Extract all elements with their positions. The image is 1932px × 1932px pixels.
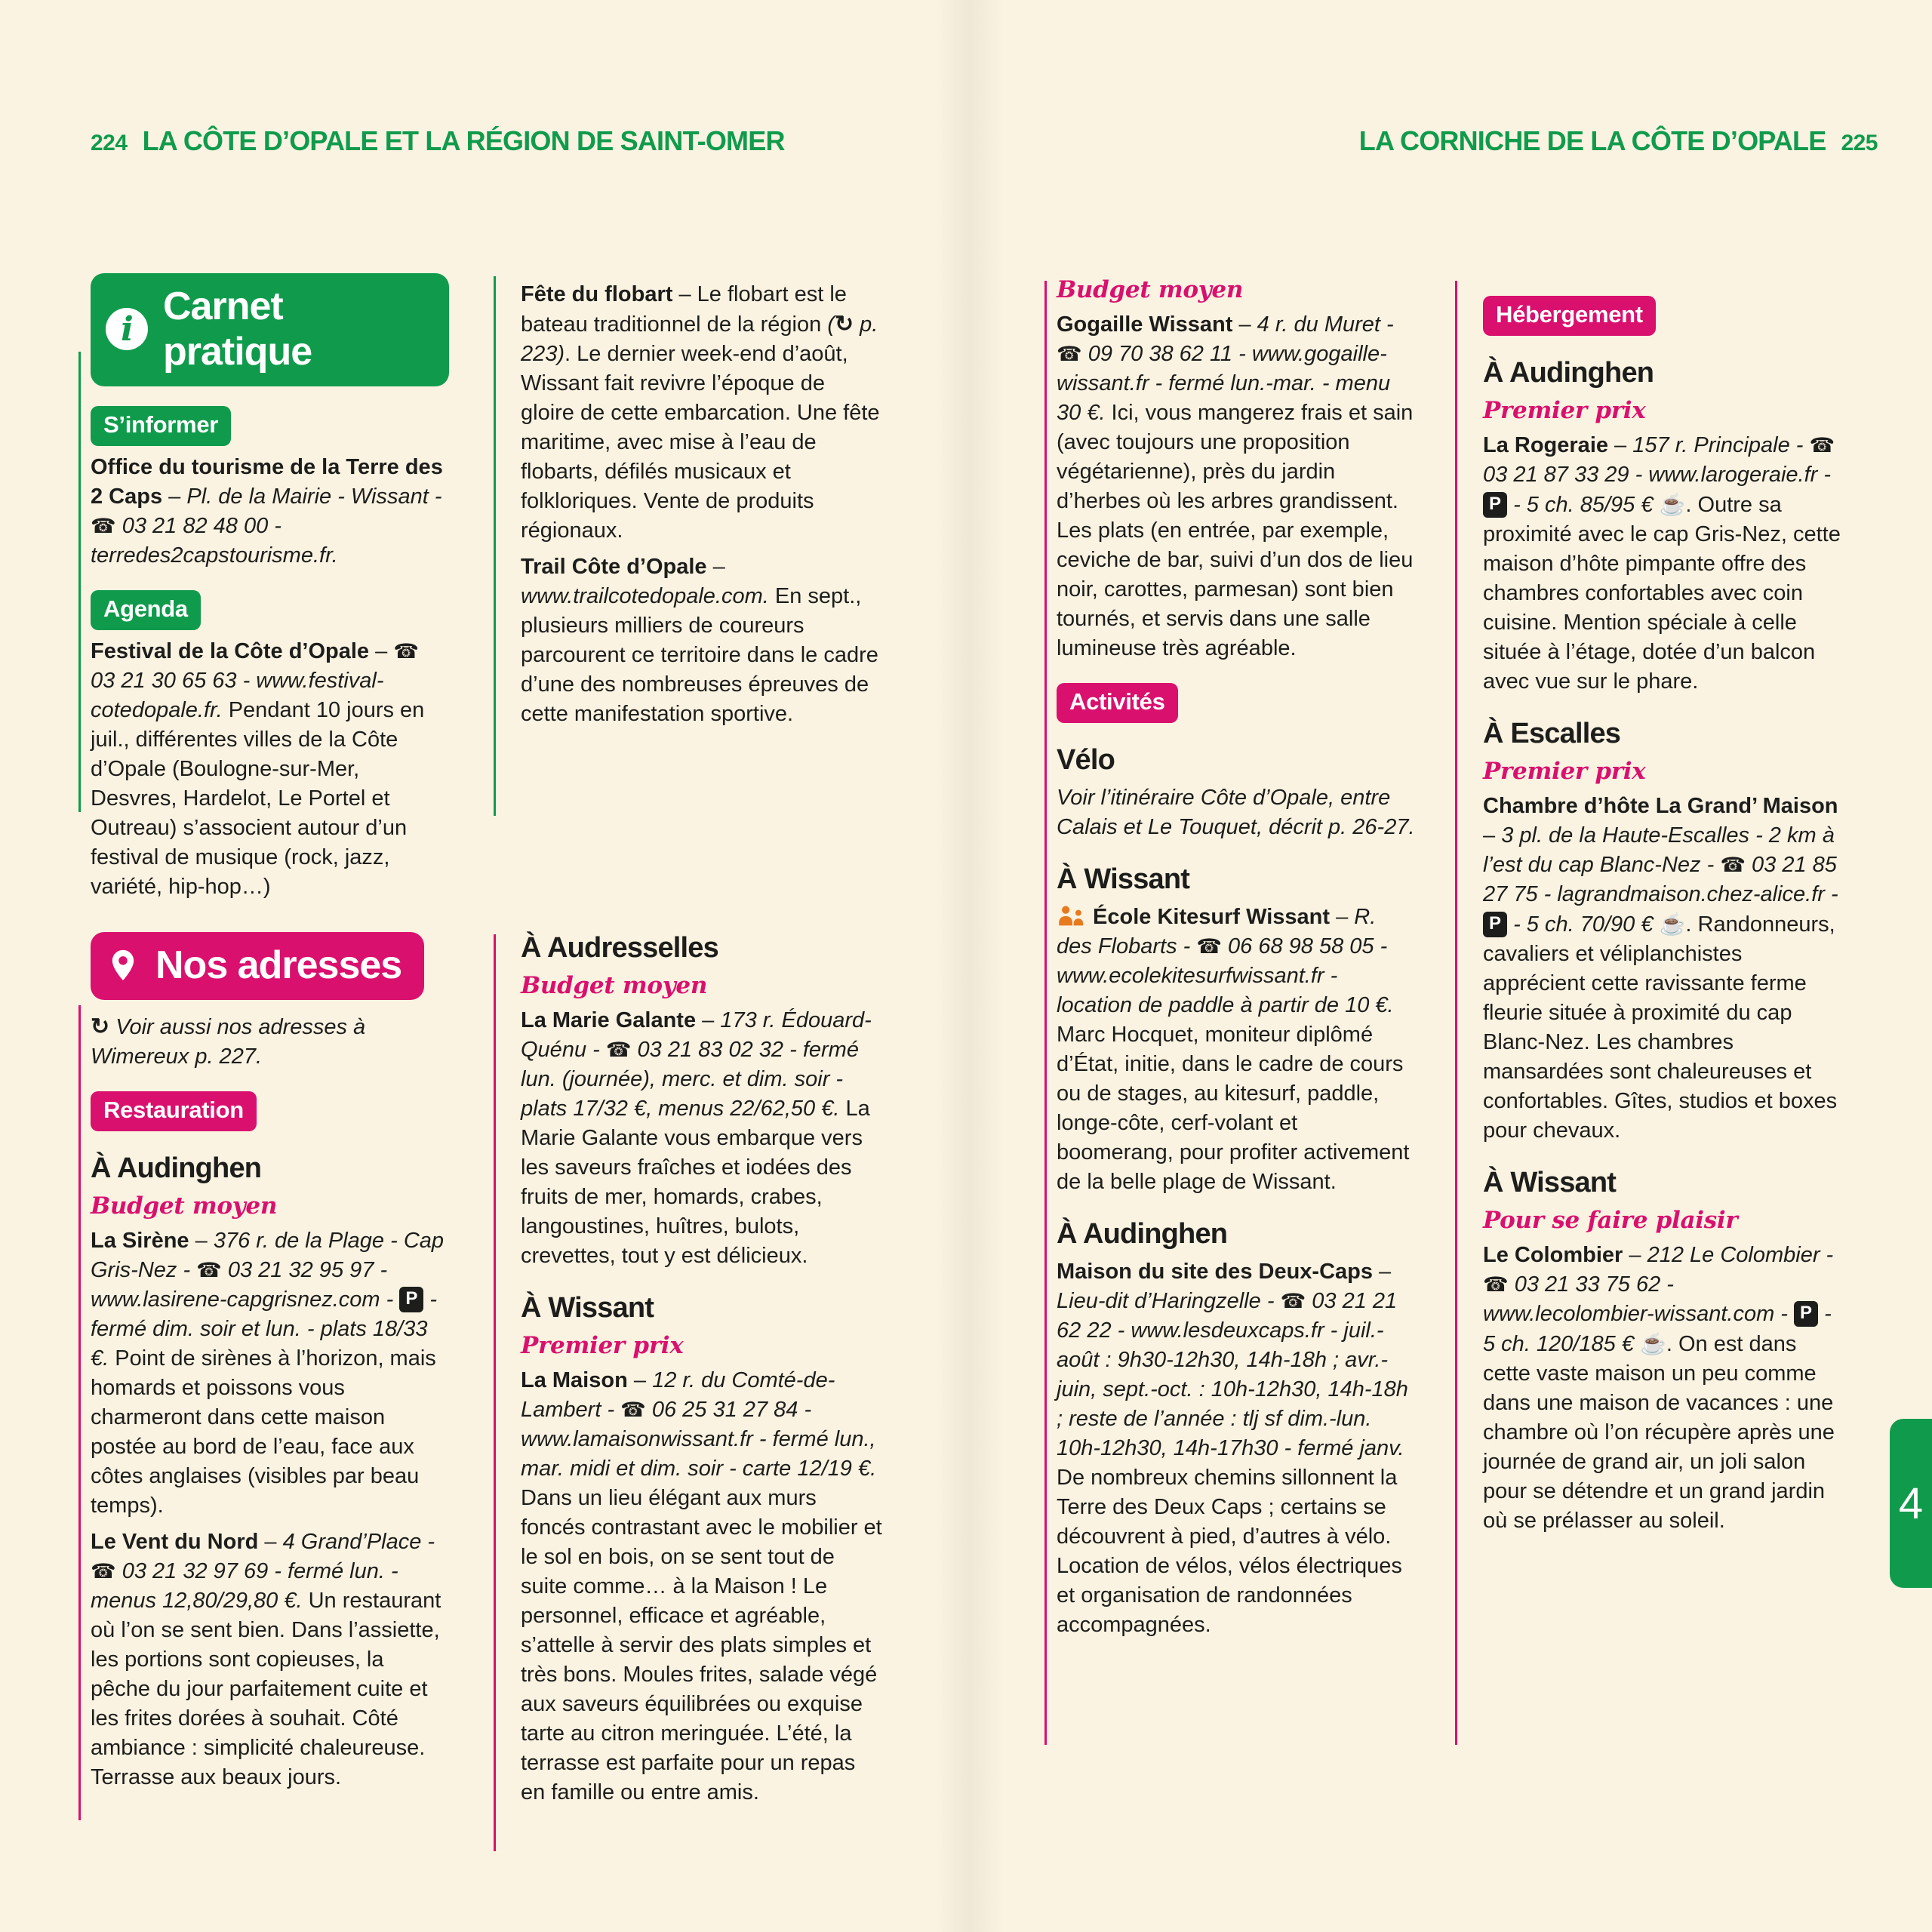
column-rule <box>1455 281 1457 1745</box>
entry-paragraph <box>521 1006 883 1271</box>
family-icon <box>1057 905 1087 929</box>
text-segment: – <box>1608 433 1633 457</box>
text-segment: 03 21 30 65 63 - www.festival-cotedopale.fr. <box>91 669 384 722</box>
text-segment: 09 70 38 62 11 - www.gogaille-wissant.fr - fermé lun.-mar. - menu 30 €. <box>1057 342 1391 425</box>
column-rule <box>494 934 496 1851</box>
text-segment: Voir aussi nos adresses à Wimereux p. 227. <box>91 1015 366 1069</box>
text-segment: Pendant 10 jours en juil., différentes villes de la Côte d’Opale (Boulogne-sur-Mer, Desvres, Hardelot, Le Portel et Outreau) s’associent autour d’un festival de musique (rock, jazz, variété, hip-hop…) <box>91 698 425 899</box>
text-segment: . Randonneurs, cavaliers et véliplanchistes apprécient cette ravissante ferme fleurie située à proximité du cap Blanc-Nez. Les chambres mansardées sont chaleureuses et confortables. Gîtes, studios et boxes pour chevaux. <box>1483 912 1838 1143</box>
entry-paragraph <box>1057 783 1415 842</box>
column-rule <box>78 1005 81 1820</box>
entry-paragraph <box>91 453 449 571</box>
phone-icon: ☎ <box>1280 1290 1306 1312</box>
column-rule <box>1044 281 1047 1745</box>
text-segment: Marc Hocquet, moniteur diplômé d’État, initie, dans le cadre de cours ou de stages, au kitesurf, paddle, longe-côte, cerf-volant et boomerang, pour profiter activement de la belle plage de Wissant. <box>1057 1023 1410 1194</box>
text-segment: École Kitesurf Wissant <box>1087 905 1331 929</box>
text-segment: 03 21 21 62 22 - www.lesdeuxcaps.fr - juil.-août : 9h30-12h30, 14h-18h ; avr.-juin, sept.-oct. : 10h-12h30, 14h-18h ; reste de l’année : tlj sf dim.-lun. 10h-12h30, 14h-17h30 - fermé janv. <box>1057 1289 1408 1460</box>
text-segment: – <box>189 1229 214 1253</box>
column-left-page-first-top <box>91 273 449 902</box>
text-segment: – <box>1232 312 1257 337</box>
price-category-label: Budget moyen <box>521 972 708 999</box>
text-segment: R. des Flobarts - <box>1057 905 1377 958</box>
banner-label: Carnet pratique <box>163 285 312 374</box>
cup-icon: ☕ <box>1659 912 1686 936</box>
text-segment: Point de sirènes à l’horizon, mais homards et poissons vous charmeront dans cette maison postée au bord de l’eau, face aux côtes anglaises (visibles par beau temps). <box>91 1346 436 1518</box>
section-banner <box>91 273 449 386</box>
section-tag-row <box>91 386 449 446</box>
section-banner <box>91 932 424 1000</box>
entry-paragraph <box>91 1012 449 1072</box>
text-segment: La Marie Galante vous embarque vers les saveurs fraîches et iodées des fruits de mer, homards, crabes, langoustines, huîtres, bulots, crevettes, tout y est délicieux. <box>521 1097 870 1268</box>
column-right-page-second <box>1483 276 1845 1536</box>
text-segment: 03 21 33 75 62 - www.lecolombier-wissant.com - <box>1483 1272 1795 1326</box>
right-page-title: LA CORNICHE DE LA CÔTE D’OPALE <box>1358 125 1826 156</box>
text-segment: La Marie Galante <box>521 1008 697 1032</box>
section-tag: Restauration <box>91 1091 257 1131</box>
text-segment: 212 Le Colombier - <box>1647 1243 1834 1267</box>
see-also-icon: ↻ <box>834 312 854 337</box>
right-page-number: 225 <box>1841 131 1878 155</box>
phone-icon: ☎ <box>196 1259 222 1281</box>
text-segment: Festival de la Côte d’Opale <box>91 639 370 663</box>
entry-paragraph <box>91 1527 449 1792</box>
text-segment: 157 r. Principale - <box>1632 433 1810 457</box>
text-segment: – Le flobart est le bateau traditionnel de la région <box>521 282 847 337</box>
see-also-icon: ↻ <box>91 1014 110 1039</box>
column-right-page-first <box>1057 276 1415 1640</box>
text-segment: 4 r. du Muret - <box>1257 312 1394 337</box>
column-rule <box>78 352 81 812</box>
price-category-label: Premier prix <box>1483 758 1646 785</box>
column-left-page-first-bottom <box>91 932 449 1792</box>
banner-label: Nos adresses <box>155 943 402 987</box>
text-segment: p. 223) <box>521 312 878 366</box>
text-segment: – <box>162 485 187 509</box>
phone-icon: ☎ <box>393 640 419 663</box>
phone-icon: ☎ <box>1809 434 1835 457</box>
price-category-label: Budget moyen <box>1057 276 1244 303</box>
location-heading: À Wissant <box>1483 1167 1617 1198</box>
text-segment: ( <box>827 312 835 337</box>
price-category-label: Pour se faire plaisir <box>1483 1207 1738 1234</box>
phone-icon: ☎ <box>1483 1273 1509 1296</box>
text-segment: Lieu-dit d’Haringzelle - <box>1057 1289 1281 1313</box>
text-segment: Gogaille Wissant <box>1057 312 1233 337</box>
text-segment: 03 21 82 48 00 - terredes2capstourisme.fr. <box>91 514 338 568</box>
price-category-label: Premier prix <box>1483 397 1646 424</box>
text-segment: Trail Côte d’Opale <box>521 555 707 579</box>
text-segment: 03 21 32 97 69 - fermé lun. - menus 12,80/29,80 €. <box>91 1559 398 1613</box>
text-segment: . Le dernier week-end d’août, Wissant fait revivre l’époque de gloire de cette embarcation. Une fête maritime, avec mise à l’eau de flobarts, défilés musicaux et folkloriques. Vente de produits régionaux. <box>521 342 880 543</box>
text-segment: Ici, vous mangerez frais et sain (avec toujours une proposition végétarienne), près du jardin d’herbes où les arbres grandissent. Les plats (en entrée, par exemple, ceviche de bar, suivi d’un dos de lieu noir, carottes, parmesan) sont bien tournés, et servis dans une salle lumineuse très agréable. <box>1057 401 1414 660</box>
text-segment: Pl. de la Mairie - Wissant - <box>186 485 442 509</box>
cup-icon: ☕ <box>1659 493 1686 516</box>
left-page-title: LA CÔTE D’OPALE ET LA RÉGION DE SAINT-OMER <box>142 125 785 156</box>
location-heading: À Wissant <box>1057 863 1190 895</box>
section-tag: Hébergement <box>1483 296 1656 336</box>
parking-icon: P <box>1483 492 1507 518</box>
text-segment: Fête du flobart <box>521 282 673 306</box>
text-segment: . Outre sa proximité avec le cap Gris-Nez, cette maison d’hôte pimpante offre des chambres confortables avec coin cuisine. Mention spéciale à celle située à l’étage, dotée d’un balcon avec vue sur le phare. <box>1483 493 1841 694</box>
text-segment: 12 r. du Comté-de-Lambert - <box>521 1368 835 1422</box>
column-left-page-second-bottom <box>521 932 883 1807</box>
text-segment: 376 r. de la Plage - Cap Gris-Nez - <box>91 1229 445 1282</box>
entry-paragraph <box>1057 903 1415 1197</box>
location-heading: À Audinghen <box>1057 1218 1228 1250</box>
text-segment: – <box>258 1530 283 1554</box>
section-tag-row <box>91 571 449 630</box>
section-tag: Activités <box>1057 683 1178 723</box>
cup-icon: ☕ <box>1640 1332 1666 1355</box>
text-segment: Le Vent du Nord <box>91 1530 259 1554</box>
text-segment: La Rogeraie <box>1483 433 1608 457</box>
chapter-tab-number: 4 <box>1898 1478 1924 1528</box>
text-segment: – <box>1483 823 1502 848</box>
entry-paragraph <box>91 1226 449 1521</box>
section-tag: S’informer <box>91 406 231 446</box>
entry-paragraph <box>1057 310 1415 663</box>
text-segment: Maison du site des Deux-Caps <box>1057 1260 1373 1284</box>
column-rule <box>494 276 496 816</box>
column-left-page-second-top <box>521 273 883 729</box>
text-segment: 06 25 31 27 84 - www.lamaisonwissant.fr - fermé lun., mar. midi et dim. soir - carte 12/19 €. <box>521 1398 877 1481</box>
parking-icon: P <box>1794 1301 1818 1327</box>
text-segment: – <box>706 555 725 579</box>
text-segment: 173 r. Édouard-Quénu - <box>521 1008 872 1062</box>
entry-paragraph <box>521 552 883 729</box>
section-tag-row <box>1483 276 1845 336</box>
text-segment: - 5 ch. 120/185 € <box>1483 1302 1832 1356</box>
left-page-number: 224 <box>91 131 128 155</box>
text-segment: . On est dans cette vaste maison un peu comme dans une maison de vacances : une chambre où l’on récupère après une journée de grand air, un joli salon pour se détendre et un grand jardin où se prélasser au soleil. <box>1483 1332 1835 1533</box>
location-heading: Vélo <box>1057 744 1115 776</box>
text-segment: 03 21 85 27 75 - lagrandmaison.chez-alice.fr - <box>1483 853 1838 906</box>
entry-paragraph <box>1483 1241 1845 1536</box>
pin-icon <box>106 945 140 986</box>
text-segment: Le Colombier <box>1483 1243 1623 1267</box>
text-segment: 03 21 87 33 29 - www.larogeraie.fr - <box>1483 463 1832 487</box>
phone-icon: ☎ <box>605 1038 632 1061</box>
location-heading: À Audinghen <box>91 1152 262 1184</box>
text-segment: En sept., plusieurs milliers de coureurs parcourent ce territoire dans le cadre d’une des nombreuses épreuves de cette manifestation sportive. <box>521 584 878 726</box>
phone-icon: ☎ <box>620 1398 646 1421</box>
text-segment: - fermé dim. soir et lun. - plats 18/33 €. <box>91 1287 438 1371</box>
section-tag-row <box>1057 663 1415 723</box>
text-segment: La Sirène <box>91 1229 189 1253</box>
text-segment: – <box>696 1008 721 1032</box>
entry-paragraph <box>91 637 449 902</box>
text-segment: Dans un lieu élégant aux murs foncés contrastant avec le mobilier et le sol en bois, on se sent tout de suite comme… à la Maison ! Le personnel, efficace et agréable, s’attelle à servir des plats simples et très bons. Moules frites, salade végé aux saveurs équilibrées ou exquise tarte au citron meringuée. L’été, la terrasse est parfaite pour un repas en famille ou entre amis. <box>521 1486 882 1804</box>
entry-paragraph <box>521 1366 883 1807</box>
text-segment: – <box>369 639 394 663</box>
text-segment: La Maison <box>521 1368 628 1392</box>
text-segment: – <box>1623 1243 1647 1267</box>
text-segment: 3 pl. de la Haute-Escalles - 2 km à l’est du cap Blanc-Nez - <box>1483 823 1835 877</box>
entry-paragraph <box>1057 1257 1415 1640</box>
location-heading: À Escalles <box>1483 718 1621 749</box>
parking-icon: P <box>1483 912 1507 937</box>
text-segment: Un restaurant où l’on se sent bien. Dans l’assiette, les portions sont copieuses, la pêche du jour parfaitement cuite et les frites dorées à souhait. Côté ambiance : simplicité chaleureuse. Terrasse aux beaux jours. <box>91 1589 441 1789</box>
parking-icon: P <box>399 1287 423 1312</box>
chapter-tab <box>1890 1419 1932 1588</box>
entry-paragraph <box>1483 431 1845 697</box>
text-segment: www.trailcotedopale.com. <box>521 584 769 608</box>
info-icon: i <box>106 308 148 350</box>
text-segment: Office du tourisme de la Terre des 2 Caps <box>91 455 443 509</box>
phone-icon: ☎ <box>91 515 116 537</box>
location-heading: À Wissant <box>521 1292 654 1324</box>
price-category-label: Premier prix <box>521 1332 684 1359</box>
location-heading: À Audresselles <box>521 932 718 964</box>
text-segment: Voir l’itinéraire Côte d’Opale, entre Calais et Le Touquet, décrit p. 26-27. <box>1057 786 1415 839</box>
phone-icon: ☎ <box>1057 343 1082 365</box>
page-fold <box>936 0 1004 1932</box>
text-segment: 03 21 32 95 97 - www.lasirene-capgrisnez.com - <box>91 1258 400 1312</box>
entry-paragraph <box>521 280 883 546</box>
phone-icon: ☎ <box>1720 854 1746 876</box>
text-segment: Chambre d’hôte La Grand’ Maison <box>1483 794 1838 818</box>
entry-paragraph <box>1483 792 1845 1146</box>
section-tag: Agenda <box>91 590 201 630</box>
left-page-header <box>91 125 785 157</box>
section-tag-row <box>91 1072 449 1131</box>
price-category-label: Budget moyen <box>91 1192 278 1220</box>
text-segment: 06 68 98 58 05 - www.ecolekitesurfwissant.fr - location de paddle à partir de 10 €. <box>1057 934 1394 1017</box>
text-segment: 4 Grand’Place - <box>282 1530 435 1554</box>
text-segment: – <box>1330 905 1355 929</box>
text-segment: - 5 ch. 85/95 € <box>1507 493 1660 517</box>
text-segment: De nombreux chemins sillonnent la Terre des Deux Caps ; certains se découvrent à pied, d’autres à vélo. Location de vélos, vélos électriques et organisation de randonnées accompagnées. <box>1057 1466 1402 1637</box>
text-segment: - 5 ch. 70/90 € <box>1507 912 1660 937</box>
text-segment: 03 21 83 02 32 - fermé lun. (journée), merc. et dim. soir - plats 17/32 €, menus 22/62,50 €. <box>521 1038 859 1121</box>
text-segment: – <box>1373 1260 1392 1284</box>
location-heading: À Audinghen <box>1483 357 1654 389</box>
phone-icon: ☎ <box>1196 935 1222 958</box>
text-segment: – <box>627 1368 653 1392</box>
right-page-header <box>1359 125 1878 157</box>
phone-icon: ☎ <box>91 1560 116 1583</box>
